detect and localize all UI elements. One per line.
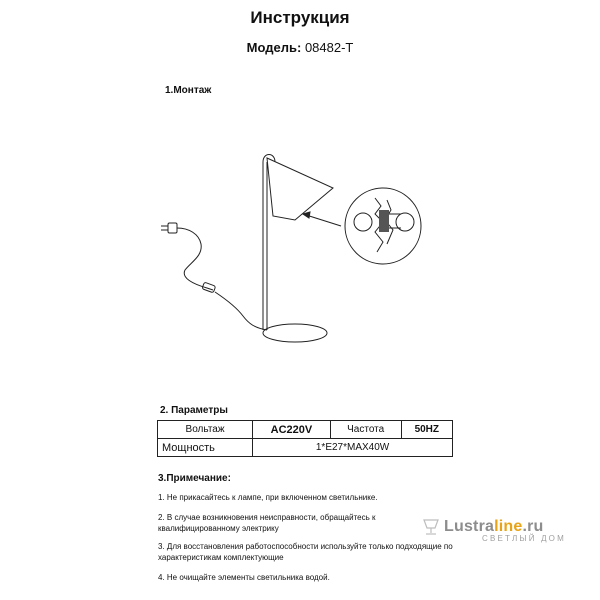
voltage-value: AC220V (253, 421, 331, 439)
model-line (0, 40, 600, 55)
voltage-label: Вольтаж (158, 421, 253, 439)
model-label: Модель: (246, 40, 302, 55)
brand-tagline: СВЕТЛЫЙ ДОМ (482, 534, 566, 543)
table-row (158, 421, 453, 439)
lamp-shade (267, 158, 333, 220)
section-params-title: 2. Параметры (160, 405, 228, 416)
plug-icon (161, 223, 177, 233)
power-cord (177, 228, 213, 290)
lamp-base (263, 324, 327, 342)
model-value: 08482-T (304, 40, 354, 55)
lamp-logo-icon (421, 518, 441, 536)
brand-part2: line (494, 518, 523, 535)
note-item: 2. В случае возникновения неисправности, обращайтесь к квалифицированному электрику (158, 513, 376, 533)
params-table (157, 420, 453, 457)
note-item: 4. Не очищайте элементы светильника водой. (158, 573, 330, 582)
frequency-label: Частота (330, 421, 401, 439)
section-mount-title: 1.Монтаж (165, 85, 212, 96)
brand-part3: .ru (522, 518, 544, 535)
note-item: 3. Для восстановления работоспособности используйте только подходящие по характеристикам комплектующие (158, 542, 453, 562)
section-notes-title: 3.Примечание: (158, 473, 231, 484)
lamp-assembly-diagram (155, 140, 455, 350)
watermark-logo (444, 518, 594, 543)
note-item: 1. Не прикасайтесь к лампе, при включенном светильнике. (158, 493, 378, 502)
brand-part1: Lustra (444, 518, 495, 535)
power-value: 1*E27*MAX40W (253, 439, 453, 457)
page-title: Инструкция (250, 8, 350, 27)
power-label: Мощность (158, 439, 253, 457)
frequency-value: 50HZ (401, 421, 452, 439)
table-row (158, 439, 453, 457)
